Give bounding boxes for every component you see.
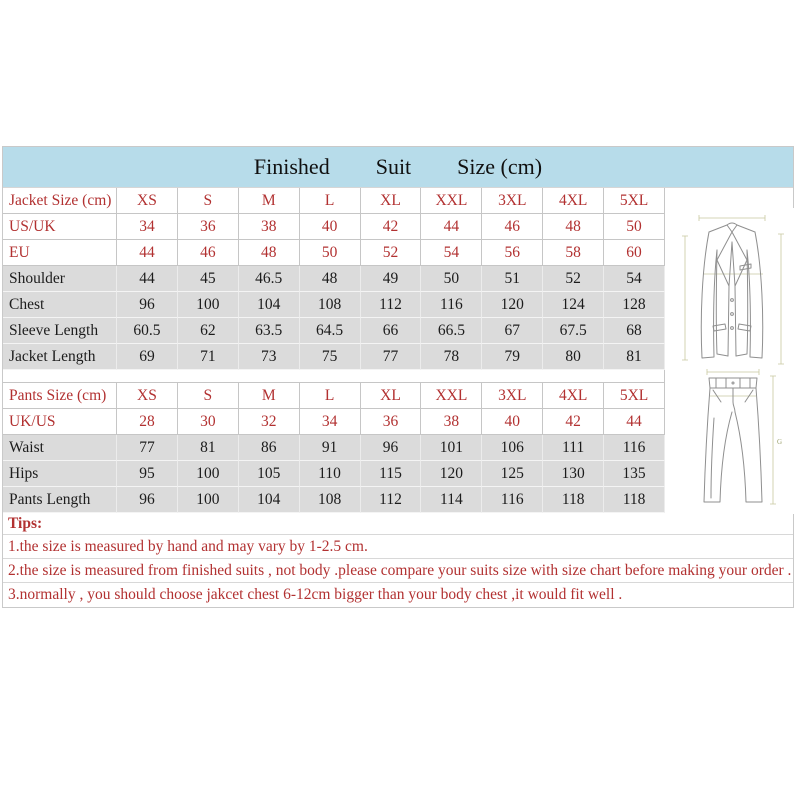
value-cell: 34 (300, 409, 361, 435)
table-row (3, 240, 665, 266)
value-cell: 64.5 (300, 318, 361, 344)
value-cell: 118 (543, 487, 604, 513)
value-cell: 80 (543, 344, 604, 370)
size-header-cell: S (178, 188, 239, 214)
size-header-cell: XL (361, 188, 422, 214)
value-cell: 36 (178, 214, 239, 240)
value-cell: 101 (421, 435, 482, 461)
value-cell: 51 (482, 266, 543, 292)
size-header-cell: 3XL (482, 188, 543, 214)
value-cell: 105 (239, 461, 300, 487)
table-row (3, 435, 665, 461)
value-cell: 54 (604, 266, 665, 292)
value-cell: 135 (604, 461, 665, 487)
value-cell: 50 (604, 214, 665, 240)
value-cell: 48 (300, 266, 361, 292)
row-label: Shoulder (3, 266, 117, 292)
value-cell: 104 (239, 292, 300, 318)
value-cell: 115 (361, 461, 422, 487)
size-header-cell: XXL (421, 383, 482, 409)
size-header-cell: L (300, 383, 361, 409)
chart-title-word-1: Finished (253, 154, 330, 179)
value-cell: 96 (361, 435, 422, 461)
jacket-size-table (3, 188, 665, 370)
value-cell: 49 (361, 266, 422, 292)
size-header-cell: M (239, 188, 300, 214)
value-cell: 81 (604, 344, 665, 370)
value-cell: 46 (482, 214, 543, 240)
value-cell: 62 (178, 318, 239, 344)
table-row (3, 344, 665, 370)
tips-heading: Tips: (3, 513, 793, 535)
size-header-cell: XL (361, 383, 422, 409)
value-cell: 52 (543, 266, 604, 292)
value-cell: 116 (482, 487, 543, 513)
size-header-row (3, 188, 665, 214)
row-label: Jacket Length (3, 344, 117, 370)
value-cell: 100 (178, 292, 239, 318)
value-cell: 125 (482, 461, 543, 487)
tip-item: 3.normally , you should choose jakcet chest 6-12cm bigger than your body chest ,it would fit well . (8, 586, 623, 603)
value-cell: 52 (361, 240, 422, 266)
value-cell: 130 (543, 461, 604, 487)
value-cell: 116 (421, 292, 482, 318)
row-label: Sleeve Length (3, 318, 117, 344)
value-cell: 71 (178, 344, 239, 370)
chart-title-word-3: Size (cm) (457, 154, 543, 179)
value-cell: 68 (604, 318, 665, 344)
table-header-label: Pants Size (cm) (3, 383, 117, 409)
size-header-cell: XS (117, 383, 178, 409)
value-cell: 44 (604, 409, 665, 435)
table-row (3, 292, 665, 318)
value-cell: 77 (361, 344, 422, 370)
jacket-illustration (669, 208, 795, 378)
value-cell: 95 (117, 461, 178, 487)
table-row (3, 461, 665, 487)
pants-length-measure-label: G (777, 438, 783, 446)
value-cell: 104 (239, 487, 300, 513)
value-cell: 40 (300, 214, 361, 240)
value-cell: 110 (300, 461, 361, 487)
value-cell: 116 (604, 435, 665, 461)
tip-item: 1.the size is measured by hand and may vary by 1-2.5 cm. (3, 535, 793, 559)
value-cell: 66.5 (421, 318, 482, 344)
value-cell: 48 (239, 240, 300, 266)
value-cell: 67.5 (543, 318, 604, 344)
value-cell: 36 (361, 409, 422, 435)
chart-title-word-2: Suit (375, 154, 412, 179)
value-cell: 42 (361, 214, 422, 240)
value-cell: 114 (421, 487, 482, 513)
size-header-cell: 5XL (604, 383, 665, 409)
size-header-cell: XS (117, 188, 178, 214)
size-header-cell: S (178, 383, 239, 409)
row-label: Waist (3, 435, 117, 461)
value-cell: 38 (239, 214, 300, 240)
value-cell: 46.5 (239, 266, 300, 292)
value-cell: 124 (543, 292, 604, 318)
size-header-cell: M (239, 383, 300, 409)
value-cell: 63.5 (239, 318, 300, 344)
value-cell: 128 (604, 292, 665, 318)
row-label: Pants Length (3, 487, 117, 513)
value-cell: 58 (543, 240, 604, 266)
value-cell: 106 (482, 435, 543, 461)
value-cell: 77 (117, 435, 178, 461)
value-cell: 60.5 (117, 318, 178, 344)
value-cell: 56 (482, 240, 543, 266)
value-cell: 112 (361, 292, 422, 318)
value-cell: 120 (482, 292, 543, 318)
value-cell: 34 (117, 214, 178, 240)
value-cell: 69 (117, 344, 178, 370)
value-cell: 32 (239, 409, 300, 435)
value-cell: 44 (117, 240, 178, 266)
size-chart-sheet (2, 146, 794, 608)
value-cell: 96 (117, 487, 178, 513)
value-cell: 38 (421, 409, 482, 435)
row-label: Hips (3, 461, 117, 487)
value-cell: 67 (482, 318, 543, 344)
value-cell: 66 (361, 318, 422, 344)
row-label: Chest (3, 292, 117, 318)
value-cell: 48 (543, 214, 604, 240)
value-cell: 120 (421, 461, 482, 487)
value-cell: 40 (482, 409, 543, 435)
value-cell: 73 (239, 344, 300, 370)
pants-size-table (3, 383, 665, 513)
value-cell: 75 (300, 344, 361, 370)
tips-section (3, 513, 793, 607)
value-cell: 45 (178, 266, 239, 292)
chart-content (3, 188, 793, 607)
value-cell: 79 (482, 344, 543, 370)
table-row (3, 266, 665, 292)
size-header-cell: 5XL (604, 188, 665, 214)
table-row (3, 409, 665, 435)
row-label: US/UK (3, 214, 117, 240)
value-cell: 44 (421, 214, 482, 240)
value-cell: 86 (239, 435, 300, 461)
size-header-row (3, 383, 665, 409)
value-cell: 42 (543, 409, 604, 435)
value-cell: 108 (300, 292, 361, 318)
value-cell: 111 (543, 435, 604, 461)
chart-title-band (3, 147, 793, 188)
size-header-cell: 3XL (482, 383, 543, 409)
value-cell: 50 (300, 240, 361, 266)
value-cell: 100 (178, 461, 239, 487)
value-cell: 81 (178, 435, 239, 461)
value-cell: 44 (117, 266, 178, 292)
value-cell: 108 (300, 487, 361, 513)
table-row (3, 318, 665, 344)
value-cell: 50 (421, 266, 482, 292)
size-header-cell: XXL (421, 188, 482, 214)
value-cell: 112 (361, 487, 422, 513)
value-cell: 118 (604, 487, 665, 513)
table-row (3, 214, 665, 240)
size-header-cell: 4XL (543, 188, 604, 214)
value-cell: 46 (178, 240, 239, 266)
value-cell: 96 (117, 292, 178, 318)
value-cell: 54 (421, 240, 482, 266)
value-cell: 78 (421, 344, 482, 370)
size-header-cell: L (300, 188, 361, 214)
table-header-label: Jacket Size (cm) (3, 188, 117, 214)
value-cell: 28 (117, 409, 178, 435)
tip-item: 2.the size is measured from finished suits , not body .please compare your suits size with size chart before making your order . (3, 559, 793, 583)
value-cell: 30 (178, 409, 239, 435)
value-cell: 60 (604, 240, 665, 266)
row-label: UK/US (3, 409, 117, 435)
table-row (3, 487, 665, 513)
value-cell: 100 (178, 487, 239, 513)
value-cell: 91 (300, 435, 361, 461)
table-separator (3, 370, 665, 383)
row-label: EU (3, 240, 117, 266)
pants-illustration (669, 366, 795, 514)
size-header-cell: 4XL (543, 383, 604, 409)
